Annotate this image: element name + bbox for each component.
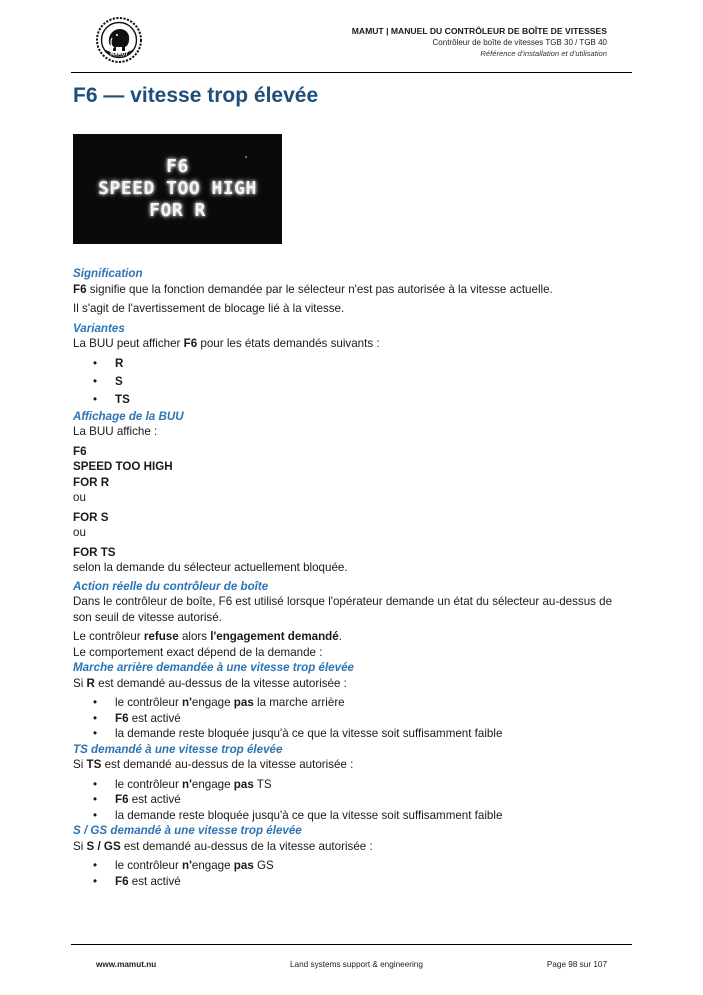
footer-divider [71,944,632,945]
affichage-or-1: ou [73,491,86,504]
case-r-intro: Si R est demandé au-dessus de la vitesse autorisée : [73,676,347,690]
case-r-list [73,695,613,742]
header-reference: Référence d'installation et d'utilisation [480,49,607,58]
header-title: MAMUT | MANUEL DU CONTRÔLEUR DE BOÎTE DE VITESSES [351,26,607,36]
display-line-3: FOR R [149,200,206,221]
action-paragraph-1: Dans le contrôleur de boîte, F6 est utilisé lorsque l'opérateur demande un état du sélecteur au-dessus de son seuil de vitesse autorisé. [73,595,613,624]
list-item: • S [73,373,613,391]
list-item: • la demande reste bloquée jusqu'à ce que la vitesse soit suffisamment faible [73,726,613,742]
display-line-1: F6 [166,156,189,177]
code-f6: F6 [73,282,87,296]
footer-page-number: Page 98 sur 107 [546,960,607,969]
affichage-line-3: FOR R [73,475,110,489]
display-speck [245,156,247,158]
list-item: • F6 est activé [73,874,613,890]
list-item: • le contrôleur n'engage pas la marche arrière [73,695,613,711]
main-content [73,266,613,889]
mamut-logo [95,16,143,64]
list-item: • F6 est activé [73,792,613,808]
page-header [352,25,607,59]
subheading-case-s-gs: S / GS demandé à une vitesse trop élevée [73,824,302,837]
affichage-for-ts: FOR TS [73,545,116,559]
display-photo [73,134,282,244]
variantes-list [73,355,613,409]
display-line-2: SPEED TOO HIGH [98,178,257,199]
signification-note: Il s'agit de l'avertissement de blocage lié à la vitesse. [73,302,345,315]
svg-text:MAMUT: MAMUT [110,51,128,57]
affichage-or-2: ou [73,526,86,539]
list-item: • TS [73,391,613,409]
page-title: F6 — vitesse trop élevée [73,84,319,107]
section-heading-action: Action réelle du contrôleur de boîte [73,579,269,593]
subheading-case-r: Marche arrière demandée à une vitesse trop élevée [73,661,354,674]
affichage-line-1: F6 [73,444,87,458]
list-item: • F6 est activé [73,711,613,727]
subheading-case-ts: TS demandé à une vitesse trop élevée [73,742,283,756]
header-divider [71,72,632,73]
case-ts-list [73,777,613,824]
section-heading-variantes: Variantes [73,321,125,335]
section-heading-signification: Signification [73,267,143,280]
variantes-intro: La BUU peut afficher F6 pour les états demandés suivants : [73,337,380,350]
footer-tagline: Land systems support & engineering [290,960,423,969]
affichage-outro: selon la demande du sélecteur actuellement bloquée. [73,561,348,574]
signification-text: F6 signifie que la fonction demandée par le sélecteur n'est pas autorisée à la vitesse actuelle. [73,282,553,296]
footer-website[interactable]: www.mamut.nu [96,960,157,969]
affichage-for-s: FOR S [73,510,109,524]
affichage-intro: La BUU affiche : [73,425,158,438]
case-ts-intro: Si TS est demandé au-dessus de la vitesse autorisée : [73,758,354,771]
affichage-line-2: SPEED TOO HIGH [73,460,173,473]
action-paragraph-3: Le comportement exact dépend de la demande : [73,645,323,659]
header-subtitle: Contrôleur de boîte de vitesses TGB 30 / TGB 40 [432,38,607,47]
list-item: • le contrôleur n'engage pas GS [73,858,613,874]
list-item: • la demande reste bloquée jusqu'à ce que la vitesse soit suffisamment faible [73,808,613,824]
section-heading-affichage: Affichage de la BUU [73,409,184,423]
case-s-gs-intro: Si S / GS est demandé au-dessus de la vitesse autorisée : [73,839,373,853]
case-s-gs-list [73,858,613,889]
list-item: • le contrôleur n'engage pas TS [73,777,613,793]
action-paragraph-2: Le contrôleur refuse alors l'engagement demandé. [73,630,342,643]
list-item: • R [73,355,613,373]
